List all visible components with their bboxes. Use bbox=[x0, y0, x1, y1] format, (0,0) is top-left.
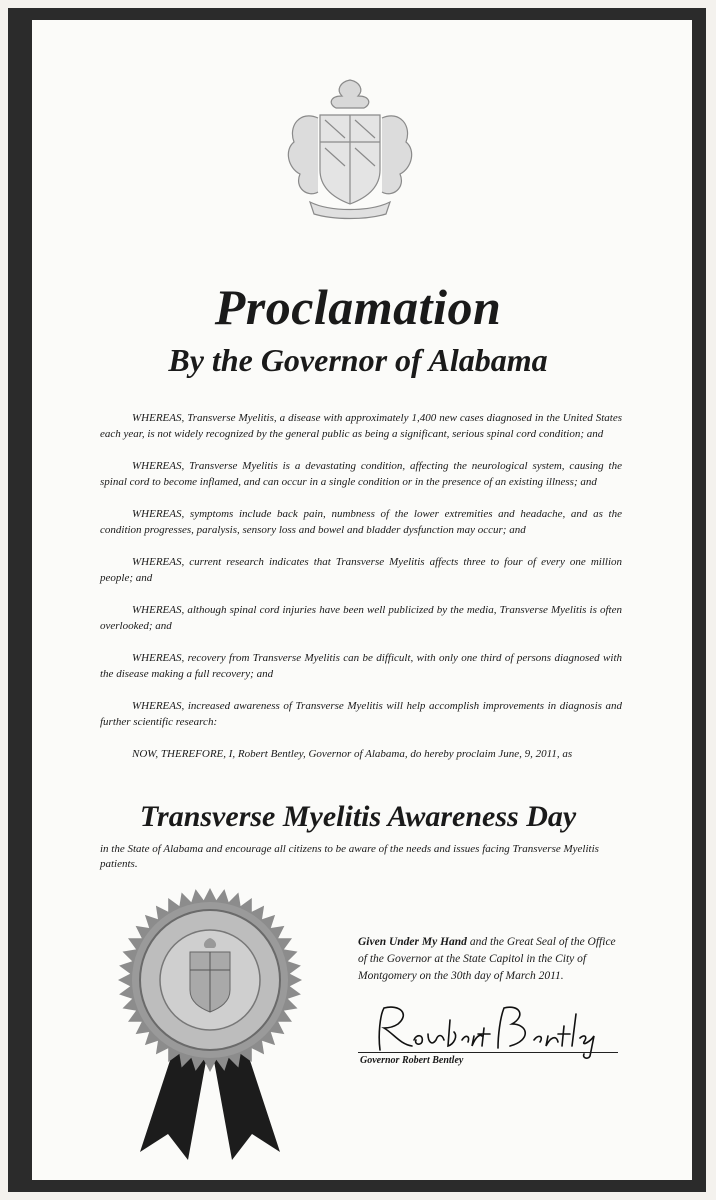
paragraph-text: I, Robert Bentley, Governor of Alabama, do hereby proclaim June, 9, 2011, as bbox=[226, 748, 573, 760]
whereas-paragraph bbox=[100, 410, 622, 442]
great-seal-icon bbox=[110, 880, 310, 1170]
proclamation-body bbox=[100, 410, 622, 778]
paragraph-keyword: WHEREAS, bbox=[132, 604, 185, 616]
paragraph-text: current research indicates that Transverse Myelitis affects three to four of every one million people; and bbox=[100, 556, 622, 584]
governor-signature bbox=[370, 1000, 620, 1060]
whereas-paragraph bbox=[100, 506, 622, 538]
paragraph-keyword: WHEREAS, bbox=[132, 700, 185, 712]
signatory-name: Governor Robert Bentley bbox=[360, 1055, 464, 1066]
whereas-paragraph bbox=[100, 458, 622, 490]
paragraph-keyword: NOW, THEREFORE, bbox=[132, 748, 227, 760]
awareness-day-text: in the State of Alabama and encourage all citizens to be aware of the needs and issues facing Transverse Myelitis patients. bbox=[100, 843, 599, 870]
paragraph-text: Transverse Myelitis, a disease with approximately 1,400 new cases diagnosed in the United States each year, is not widely recognized by the general public as being a significant, serious spinal cord condition; and bbox=[100, 412, 622, 440]
paragraph-text: recovery from Transverse Myelitis can be difficult, with only one third of persons diagnosed with the disease making a full recovery; and bbox=[100, 652, 622, 680]
paragraph-text: Transverse Myelitis is a devastating condition, affecting the neurological system, causing the spinal cord to become inflamed, and can occur in a single condition or in the presence of an existing illness; and bbox=[100, 460, 622, 488]
paragraph-text: although spinal cord injuries have been well publicized by the media, Transverse Myelitis is often overlooked; and bbox=[100, 604, 622, 632]
whereas-paragraph bbox=[100, 554, 622, 586]
page-subtitle: By the Governor of Alabama bbox=[168, 342, 548, 378]
awareness-day-heading: Transverse Myelitis Awareness Day bbox=[139, 800, 577, 833]
paragraph-keyword: WHEREAS, bbox=[132, 412, 185, 424]
given-bold: Given Under My Hand bbox=[358, 936, 467, 948]
signature-line bbox=[358, 1052, 618, 1053]
paragraph-keyword: WHEREAS, bbox=[132, 460, 185, 472]
whereas-paragraph bbox=[100, 698, 622, 730]
whereas-paragraph bbox=[100, 602, 622, 634]
state-crest-icon bbox=[270, 70, 430, 220]
given-under-hand bbox=[358, 934, 622, 985]
whereas-paragraph bbox=[100, 650, 622, 682]
paragraph-keyword: WHEREAS, bbox=[132, 508, 185, 520]
paragraph-keyword: WHEREAS, bbox=[132, 556, 185, 568]
page-title: Proclamation bbox=[214, 279, 502, 335]
therefore-paragraph bbox=[100, 746, 622, 762]
paragraph-text: increased awareness of Transverse Myelitis will help accomplish improvements in diagnosis and further scientific research: bbox=[100, 700, 622, 728]
given-text: and the Great Seal of the Office of the Governor at the State Capitol in the City of Montgomery on the 30th day of March 2011. bbox=[358, 936, 616, 982]
paragraph-keyword: WHEREAS, bbox=[132, 652, 185, 664]
paragraph-text: symptoms include back pain, numbness of the lower extremities and headache, and as the condition progresses, paralysis, sensory loss and bowel and bladder dysfunction may occur; and bbox=[100, 508, 622, 536]
